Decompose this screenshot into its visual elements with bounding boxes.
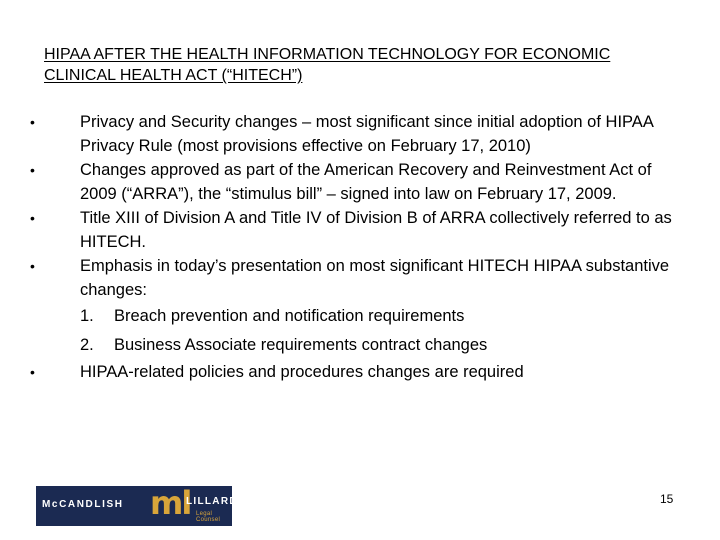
sub-item-text: Breach prevention and notification requirements (114, 307, 465, 325)
sub-item-text: Business Associate requirements contract changes (114, 336, 488, 354)
bullet-text: Privacy and Security changes – most significant since initial adoption of HIPAA Privacy Rule (most provisions effective on February 17, 2010) (80, 113, 653, 155)
bullet-icon: • (30, 258, 35, 274)
bullet-list (0, 110, 720, 384)
bullet-icon: • (30, 364, 35, 380)
bullet-item (0, 254, 720, 360)
bullet-text: Changes approved as part of the American Recovery and Reinvestment Act of 2009 (“ARRA”), the “stimulus bill” – signed into law on February 17, 2009. (80, 161, 652, 203)
bullet-item (0, 360, 720, 384)
bullet-text: Title XIII of Division A and Title IV of Division B of ARRA collectively referred to as HITECH. (80, 209, 672, 251)
logo-right-text: LILLARD (186, 496, 238, 507)
logo-subtitle: Legal Counsel (196, 511, 221, 523)
numbered-sub-list (80, 302, 682, 360)
sub-list-item (80, 331, 682, 360)
firm-logo (36, 484, 238, 526)
logo-left-text: McCANDLISH (42, 499, 124, 510)
bullet-item (0, 158, 720, 206)
bullet-item (0, 206, 720, 254)
bullet-icon: • (30, 162, 35, 178)
bullet-icon: • (30, 114, 35, 130)
bullet-text: HIPAA-related policies and procedures changes are required (80, 363, 524, 381)
logo-mark: ml (150, 484, 191, 522)
sub-item-number: 2. (80, 336, 94, 354)
bullet-icon: • (30, 210, 35, 226)
page-number: 15 (660, 492, 674, 506)
slide-title: HIPAA AFTER THE HEALTH INFORMATION TECHNOLOGY FOR ECONOMIC CLINICAL HEALTH ACT (“HITECH”) (44, 46, 611, 84)
sub-item-number: 1. (80, 307, 94, 325)
bullet-item (0, 110, 720, 158)
bullet-text: Emphasis in today’s presentation on most significant HITECH HIPAA substantive changes: (80, 257, 670, 299)
sub-list-item (80, 302, 682, 331)
